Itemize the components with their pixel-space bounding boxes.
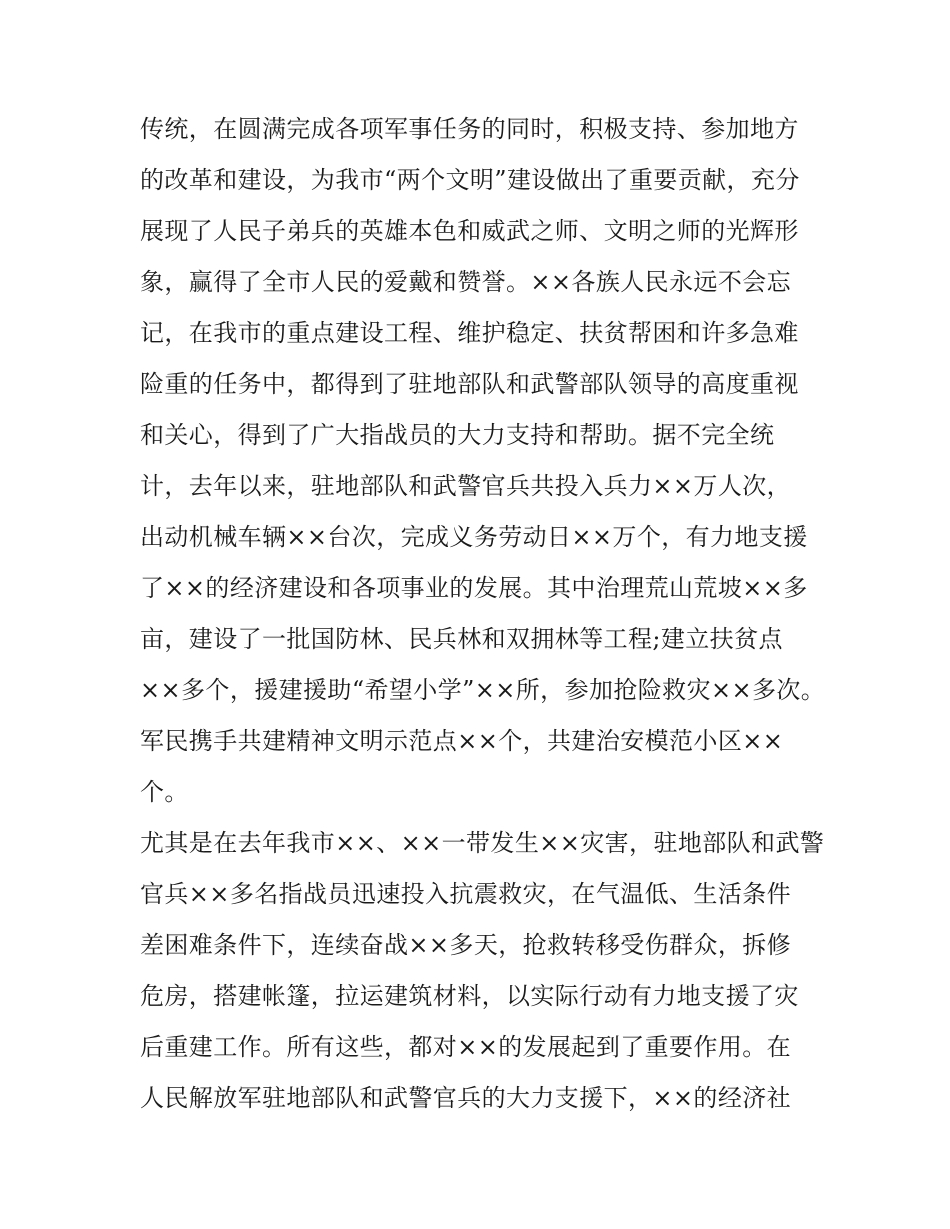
- body-text: [140, 104, 830, 1124]
- text-line: 亩，建设了一批国防林、民兵林和双拥林等工程;建立扶贫点: [140, 625, 783, 653]
- text-line: 传统，在圆满完成各项军事任务的同时，积极支持、参加地方: [140, 115, 799, 143]
- text-line: 后重建工作。所有这些，都对××的发展起到了重要作用。在: [140, 1033, 792, 1061]
- text-line: 的改革和建设，为我市“两个文明”建设做出了重要贡献，充分: [140, 166, 800, 194]
- text-line: 出动机械车辆××台次，完成义务劳动日××万个，有力地支援: [140, 523, 808, 551]
- text-line: 军民携手共建精神文明示范点××个，共建治安模范小区××: [140, 727, 784, 755]
- text-line: 个。: [140, 778, 189, 806]
- text-line: 差困难条件下，连续奋战××多天，抢救转移受伤群众，拆修: [140, 931, 792, 959]
- text-line: 人民解放军驻地部队和武警官兵的大力支援下，××的经济社: [140, 1084, 792, 1112]
- text-line: 险重的任务中，都得到了驻地部队和武警部队领导的高度重视: [140, 370, 799, 398]
- text-line: 尤其是在去年我市××、××一带发生××灾害，驻地部队和武警: [140, 829, 825, 857]
- text-line: 展现了人民子弟兵的英雄本色和威武之师、文明之师的光辉形: [140, 217, 799, 245]
- text-line: 和关心，得到了广大指战员的大力支持和帮助。据不完全统: [140, 421, 775, 449]
- text-line: ××多个，援建援助“希望小学”××所，参加抢险救灾××多次。: [140, 676, 826, 704]
- text-line: 官兵××多名指战员迅速投入抗震救灾，在气温低、生活条件: [140, 880, 792, 908]
- text-line: 计，去年以来，驻地部队和武警官兵共投入兵力××万人次，: [140, 472, 792, 500]
- text-line: 了××的经济建设和各项事业的发展。其中治理荒山荒坡××多: [140, 574, 808, 602]
- text-line: 象，赢得了全市人民的爱戴和赞誉。××各族人民永远不会忘: [140, 268, 792, 296]
- text-line: 危房，搭建帐篷，拉运建筑材料，以实际行动有力地支援了灾: [140, 982, 799, 1010]
- text-line: 记，在我市的重点建设工程、维护稳定、扶贫帮困和许多急难: [140, 319, 799, 347]
